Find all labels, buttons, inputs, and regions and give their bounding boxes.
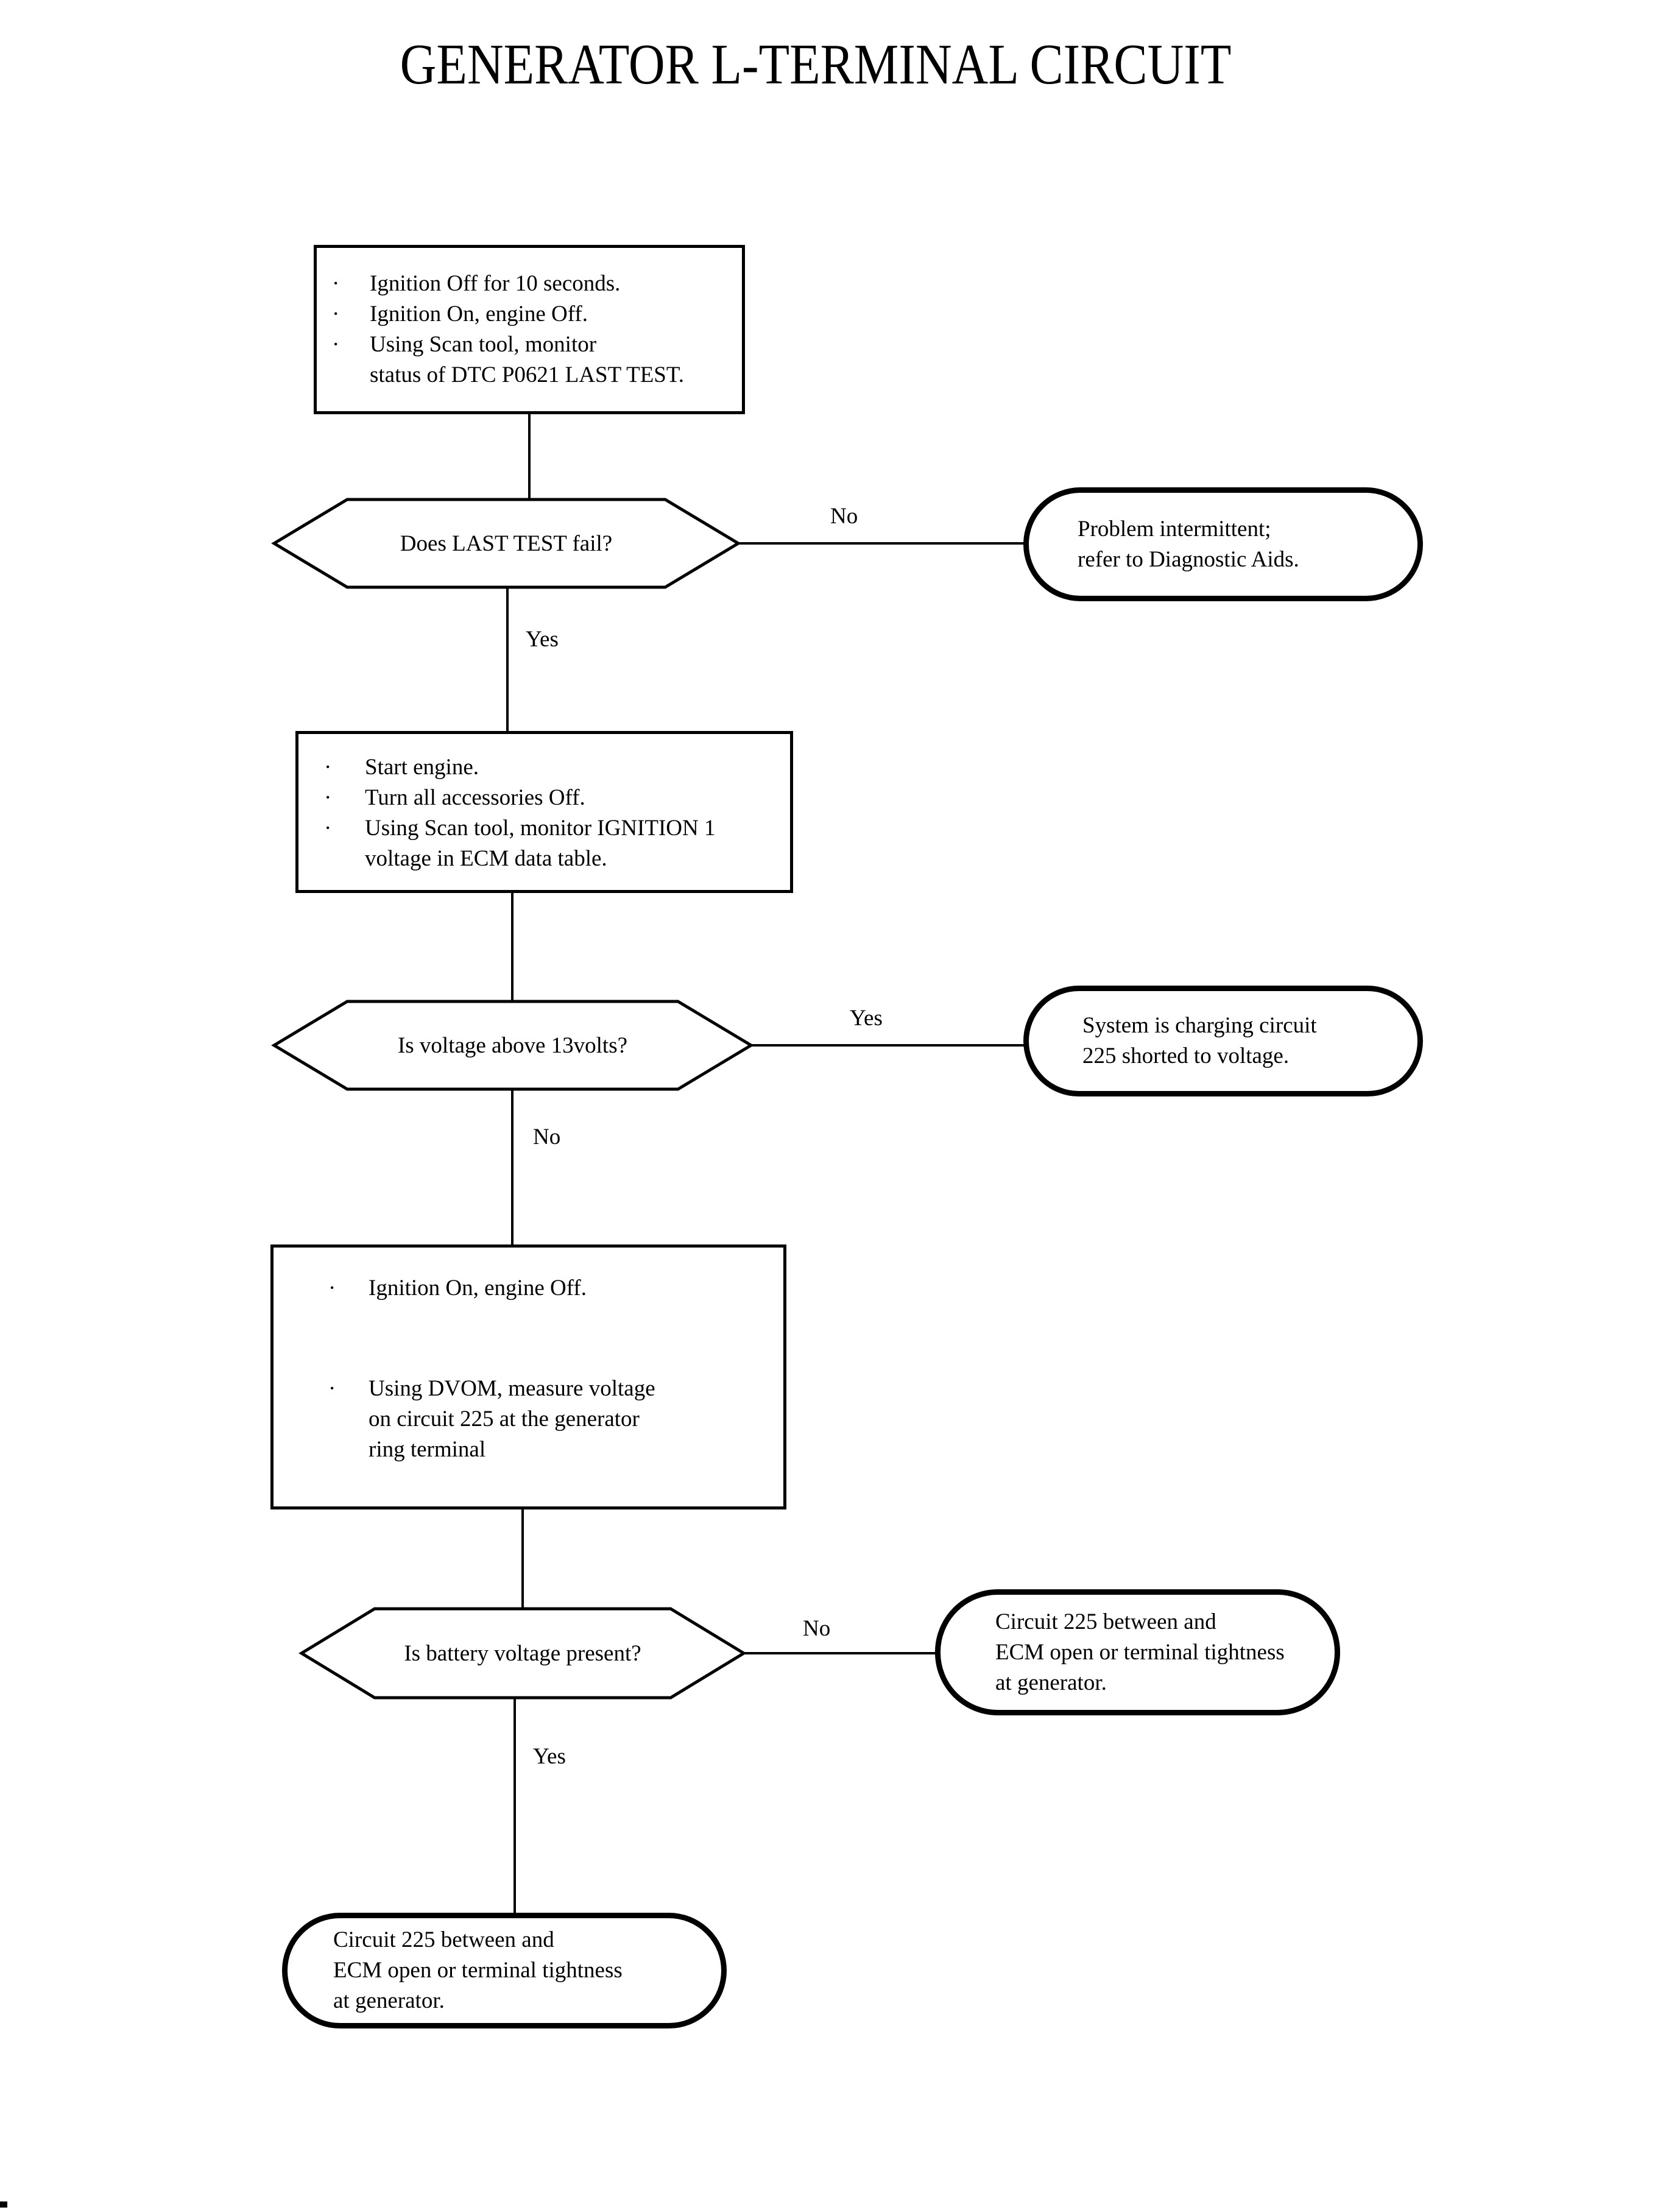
bullet-marker	[324, 844, 365, 874]
decision2-no-label: No	[533, 1124, 561, 1149]
process-step-text: Using DVOM, measure voltage	[369, 1376, 655, 1401]
bullet-marker: ·	[324, 785, 332, 810]
process-step	[328, 1435, 783, 1465]
terminal-text-line: Circuit 225 between and	[333, 1927, 554, 1952]
bullet-marker	[332, 360, 370, 390]
process-step	[324, 844, 790, 874]
decision1-question: Does LAST TEST fail?	[400, 531, 613, 556]
decision3-yes-label: Yes	[533, 1744, 566, 1769]
terminal-text-line: System is charging circuit	[1082, 1013, 1317, 1038]
decision2-question: Is voltage above 13volts?	[397, 1033, 628, 1058]
bullet-marker: ·	[324, 816, 332, 841]
bullet-marker: ·	[324, 755, 332, 780]
process-step	[328, 1404, 783, 1435]
process-step	[328, 1273, 783, 1304]
process-step	[332, 360, 742, 390]
process-box-2	[295, 731, 793, 893]
process-step	[332, 269, 742, 299]
terminal-system-charging	[1023, 986, 1423, 1096]
process-box-3	[270, 1244, 786, 1509]
terminal-text-line: at generator.	[995, 1670, 1107, 1695]
process-step-text: Using Scan tool, monitor	[370, 332, 597, 357]
scan-artifact	[0, 2201, 7, 2208]
page-title: GENERATOR L-TERMINAL CIRCUIT	[400, 33, 1232, 96]
process-box-1	[314, 245, 745, 414]
decision1-yes-label: Yes	[526, 627, 559, 652]
process-step	[324, 783, 790, 813]
terminal-text-line: Circuit 225 between and	[995, 1609, 1216, 1634]
bullet-marker	[328, 1435, 369, 1465]
process-step-text: Ignition On, engine Off.	[370, 302, 588, 327]
process-step-text: voltage in ECM data table.	[365, 846, 607, 871]
bullet-marker: ·	[332, 271, 340, 296]
process-step	[328, 1374, 783, 1404]
process-step-text: Ignition Off for 10 seconds.	[370, 271, 621, 296]
decision3-no-label: No	[803, 1616, 831, 1641]
bullet-marker: ·	[328, 1276, 336, 1301]
process-step-text: Start engine.	[365, 755, 479, 780]
process-step-text: Turn all accessories Off.	[365, 785, 585, 810]
process-step-text: ring terminal	[369, 1437, 486, 1462]
terminal-text-line: refer to Diagnostic Aids.	[1078, 546, 1299, 572]
terminal-circuit-open-bottom	[282, 1913, 727, 2028]
process-step-text: Using Scan tool, monitor IGNITION 1	[365, 816, 716, 841]
process-step-text: status of DTC P0621 LAST TEST.	[370, 362, 684, 387]
process-step	[332, 330, 742, 360]
process-step	[332, 299, 742, 330]
process-step	[324, 813, 790, 844]
terminal-text-line: ECM open or terminal tightness	[995, 1639, 1285, 1665]
decision2-yes-label: Yes	[850, 1006, 883, 1031]
decision3-question: Is battery voltage present?	[404, 1640, 641, 1666]
process-step	[324, 752, 790, 783]
terminal-text-line: at generator.	[333, 1988, 445, 2013]
decision1-no-label: No	[830, 504, 858, 529]
terminal-text-line: 225 shorted to voltage.	[1082, 1043, 1290, 1068]
process-step-text: on circuit 225 at the generator	[369, 1407, 640, 1432]
terminal-problem-intermittent	[1023, 487, 1423, 601]
process-step-text: Ignition On, engine Off.	[369, 1276, 587, 1301]
terminal-text-line: Problem intermittent;	[1078, 516, 1271, 542]
bullet-marker	[328, 1404, 369, 1435]
terminal-text-line: ECM open or terminal tightness	[333, 1958, 623, 1983]
terminal-circuit-open-right	[935, 1589, 1340, 1715]
bullet-marker: ·	[328, 1376, 336, 1401]
bullet-marker: ·	[332, 332, 340, 357]
bullet-marker: ·	[332, 302, 340, 327]
